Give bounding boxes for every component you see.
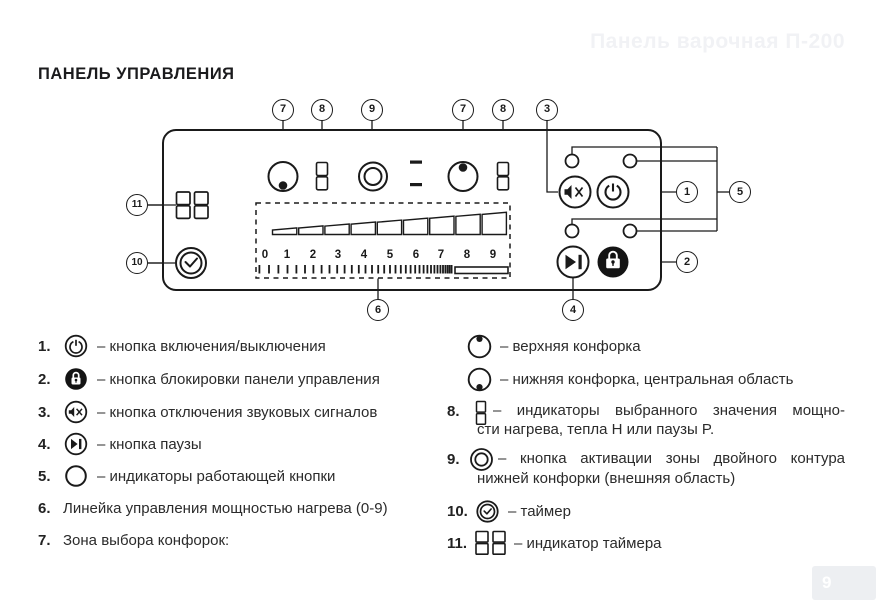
legend-item-2-text: – кнопка блокировки панели управления [97,370,380,388]
callout-power: 1 [676,181,698,203]
callout-timer: 10 [126,252,148,274]
timer-icon [474,498,508,525]
legend-item-5-number: 5. [38,467,51,485]
legend-item-6-text: Линейка управления мощностью нагрева (0-9) [63,499,388,517]
lower-burner-icon [466,366,500,393]
legend-item-11 [447,529,662,557]
legend-item-4-number: 4. [38,435,51,453]
scale-2: 2 [309,249,317,261]
pause-button-icon [558,247,589,278]
legend-item-1 [38,332,326,360]
legend-item-11-number: 11. [447,534,468,552]
callout-burner-right: 7 [452,99,474,121]
legend-item-4-text: – кнопка паузы [97,435,202,453]
callout-indicators: 5 [729,181,751,203]
slider-end-bar [455,267,508,274]
legend-item-3 [38,398,377,426]
scale-0: 0 [261,249,269,261]
page-title: ПАНЕЛЬ УПРАВЛЕНИЯ [38,65,235,83]
legend-item-4 [38,430,202,458]
legend-item-9-line2: нижней конфорки (внешняя область) [477,470,736,487]
legend-item-7-text: Зона выбора конфорок: [63,531,230,549]
legend-item-7-number: 7. [38,531,51,549]
callout-digit-right: 8 [492,99,514,121]
callout-lock: 2 [676,251,698,273]
pause-icon [63,431,97,457]
callout-mute: 3 [536,99,558,121]
upper-burner-icon [449,162,478,191]
callout-timer-display: 11 [126,194,148,216]
legend-item-11-text: – индикатор таймера [514,534,662,552]
lower-burner-icon [269,162,298,191]
legend-item-10 [447,497,571,525]
scale-4: 4 [360,249,368,261]
watermark-model-name: Панель варочная П-200 [590,30,845,53]
lock-button-icon [598,247,629,278]
scale-5: 5 [386,249,394,261]
callout-pause: 4 [562,299,584,321]
legend-item-2 [38,365,380,393]
legend-burner-top [466,332,641,360]
callout-digit-left: 8 [311,99,333,121]
page-number: 9 [822,573,832,592]
scale-1: 1 [283,249,291,261]
callout-burner-left: 7 [272,99,294,121]
legend-item-8-line1: – индикаторы выбранного значения мощно- [493,402,845,419]
callout-slider: 6 [367,299,389,321]
legend-item-7 [38,526,229,554]
legend-burner-bottom-text: – нижняя конфорка, центральная область [500,370,794,388]
legend-item-8-number: 8. [447,403,460,420]
scale-8: 8 [463,249,471,261]
power-button-icon [598,177,629,208]
lock-icon [63,366,97,392]
legend-item-10-number: 10. [447,502,468,520]
timer-display-icon [474,530,514,556]
timer-button-icon [176,248,206,278]
legend-burner-top-text: – верхняя конфорка [500,337,641,355]
scale-3: 3 [334,249,342,261]
dual-zone-button-icon [359,163,387,191]
mute-icon [63,399,97,425]
legend-item-5 [38,462,335,490]
legend-item-10-text: – таймер [508,502,571,520]
legend-item-2-number: 2. [38,370,51,388]
indicator-circle-icon [63,463,97,489]
legend-item-3-number: 3. [38,403,51,421]
legend-burner-bottom [466,365,793,393]
legend-item-9-number: 9. [447,451,460,468]
legend-item-6 [38,494,388,522]
power-icon [63,333,97,359]
legend-item-3-text: – кнопка отключения звуковых сигналов [97,403,378,421]
mute-button-icon [560,177,591,208]
legend-item-1-text: – кнопка включения/выключения [97,337,326,355]
callout-dual-zone: 9 [361,99,383,121]
scale-7: 7 [437,249,445,261]
upper-burner-icon [466,333,500,360]
legend-item-1-number: 1. [38,337,51,355]
legend-item-6-number: 6. [38,499,51,517]
scale-9: 9 [489,249,497,261]
legend-item-8-line2: сти нагрева, тепла H или паузы P. [477,421,715,438]
page-number-badge [812,566,876,600]
legend-item-9-line1: – кнопка активации зоны двойного контура [498,450,845,467]
legend-item-5-text: – индикаторы работающей кнопки [97,467,336,485]
scale-6: 6 [412,249,420,261]
